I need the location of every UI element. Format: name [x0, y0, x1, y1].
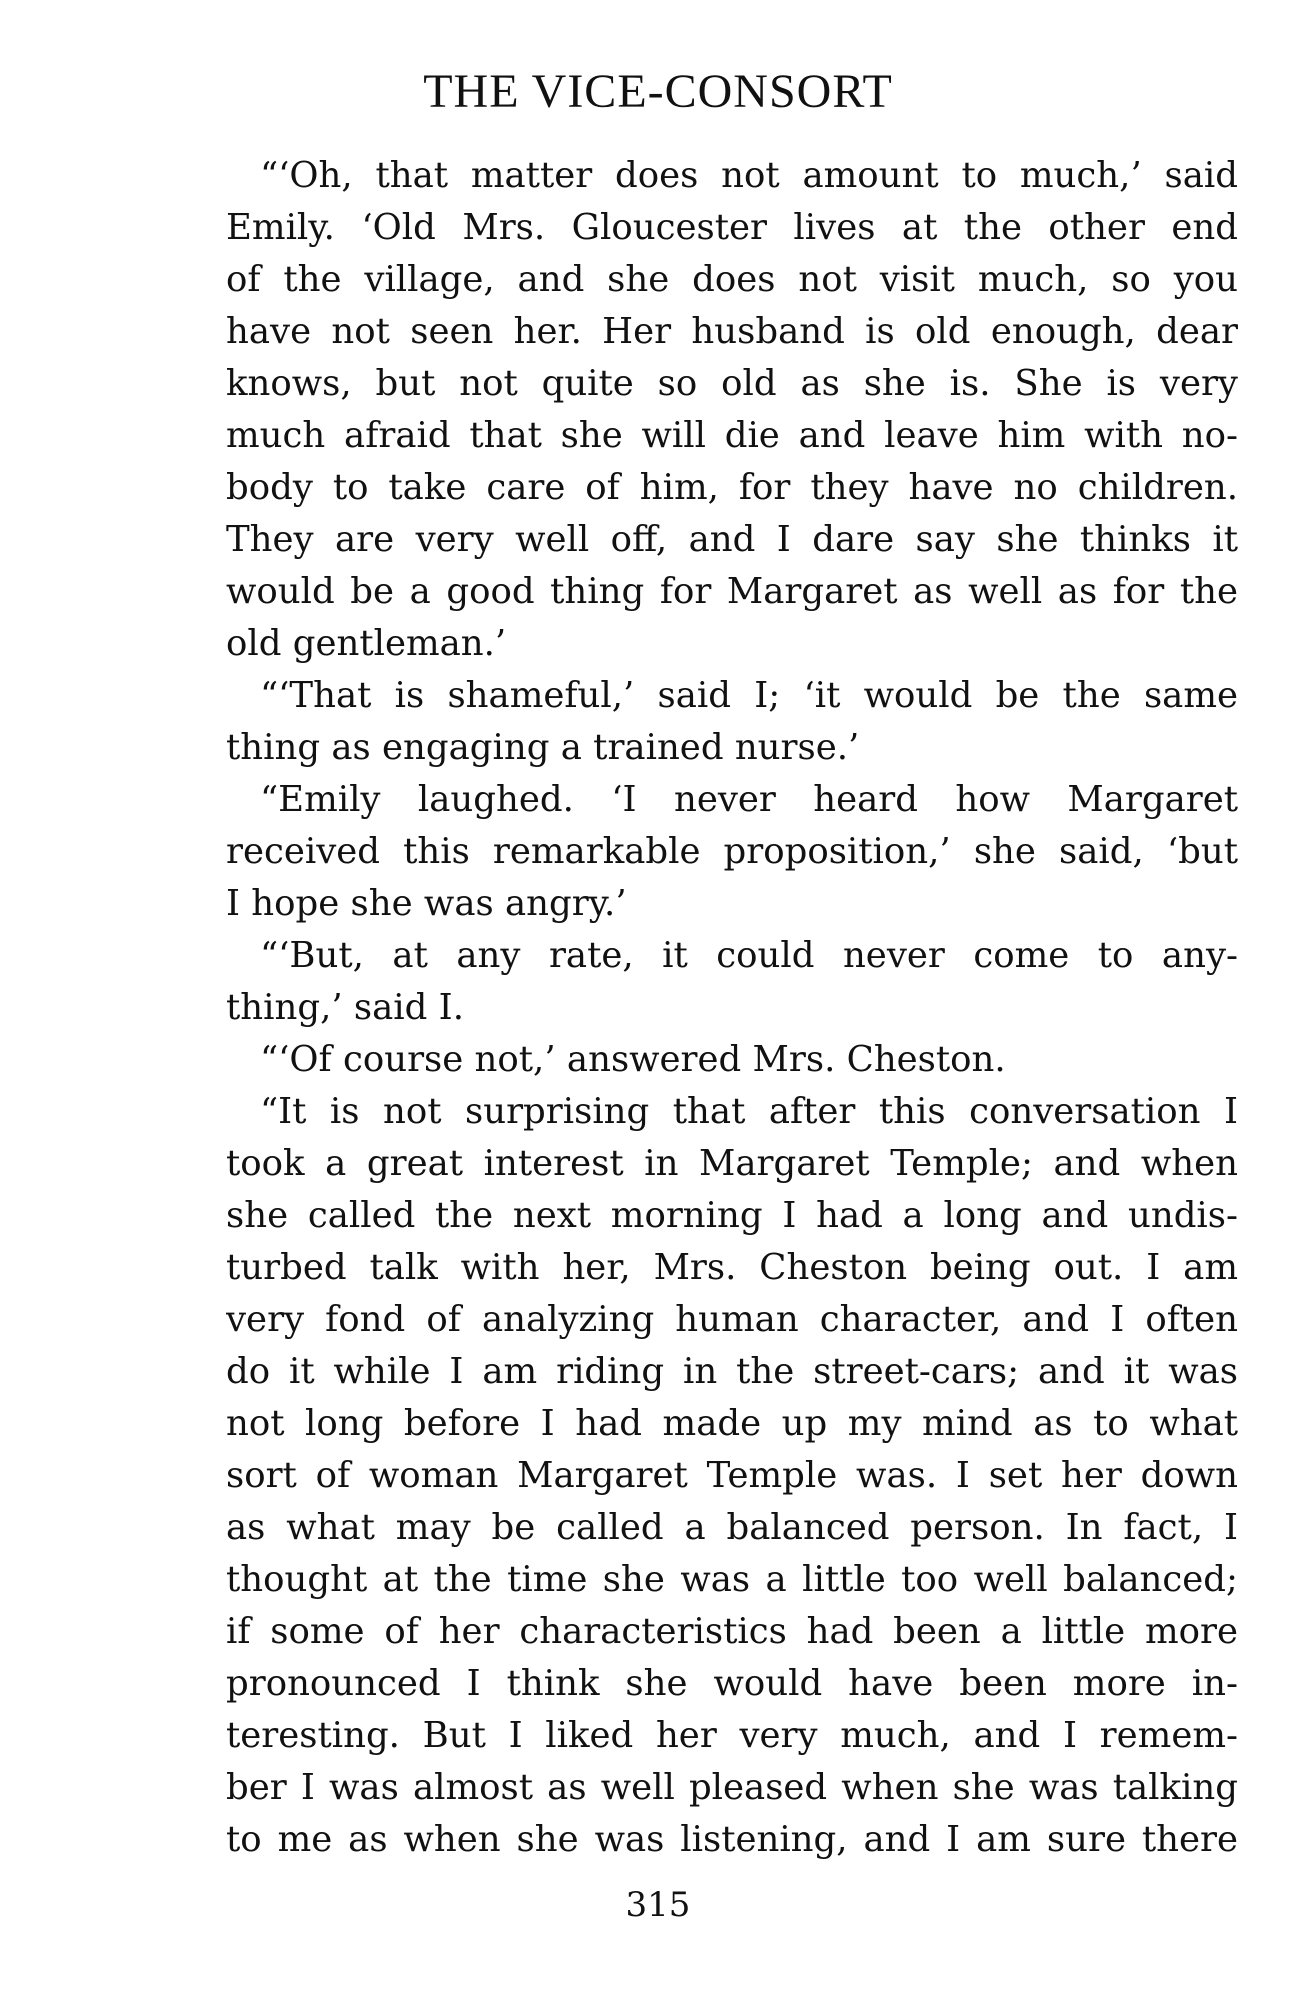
body-text [226, 150, 1238, 1866]
text-line: she called the next morning I had a long and undis- [226, 1195, 1238, 1236]
text-line: “‘That is shameful,’ said I; ‘it would be the same [260, 675, 1238, 716]
text-line: knows, but not quite so old as she is. She is very [226, 363, 1238, 404]
text-line: turbed talk with her, Mrs. Cheston being out. I am [226, 1247, 1238, 1288]
text-line: “‘Of course not,’ answered Mrs. Cheston. [260, 1039, 1006, 1080]
text-line: sort of woman Margaret Temple was. I set her down [226, 1455, 1238, 1496]
text-line: I hope she was angry.’ [226, 883, 627, 924]
text-line: “‘Oh, that matter does not amount to much,’ said [260, 155, 1238, 196]
text-line: took a great interest in Margaret Temple; and when [226, 1143, 1238, 1184]
text-line: not long before I had made up my mind as to what [226, 1403, 1238, 1444]
text-line: received this remarkable proposition,’ she said, ‘but [226, 831, 1238, 872]
text-line: old gentleman.’ [226, 623, 507, 664]
text-line: as what may be called a balanced person. In fact, I [226, 1507, 1238, 1548]
text-line: if some of her characteristics had been a little more [226, 1611, 1238, 1652]
text-line: “It is not surprising that after this conversation I [260, 1091, 1238, 1132]
text-line: Emily. ‘Old Mrs. Gloucester lives at the other end [226, 207, 1238, 248]
text-line: very fond of analyzing human character, and I often [226, 1299, 1238, 1340]
text-line: teresting. But I liked her very much, and I remem- [226, 1715, 1238, 1756]
text-line: of the village, and she does not visit much, so you [226, 259, 1238, 300]
text-line: “Emily laughed. ‘I never heard how Margaret [260, 779, 1238, 820]
text-line: ber I was almost as well pleased when she was talking [226, 1767, 1238, 1808]
running-head: THE VICE-CONSORT [423, 65, 893, 118]
text-line: thing,’ said I. [226, 987, 464, 1028]
text-line: pronounced I think she would have been more in- [226, 1663, 1238, 1704]
text-line: to me as when she was listening, and I am sure there [226, 1819, 1238, 1860]
text-line: “‘But, at any rate, it could never come to any- [260, 935, 1238, 976]
page-number: 315 [625, 1885, 691, 1925]
text-line: body to take care of him, for they have no children. [226, 467, 1238, 508]
text-line: have not seen her. Her husband is old enough, dear [226, 311, 1238, 352]
text-line: They are very well off, and I dare say she thinks it [226, 519, 1238, 560]
text-line: thought at the time she was a little too well balanced; [226, 1559, 1238, 1600]
text-line: much afraid that she will die and leave him with no- [226, 415, 1238, 456]
text-line: thing as engaging a trained nurse.’ [226, 727, 860, 768]
text-line: would be a good thing for Margaret as well as for the [226, 571, 1238, 612]
text-line: do it while I am riding in the street-cars; and it was [226, 1351, 1238, 1392]
